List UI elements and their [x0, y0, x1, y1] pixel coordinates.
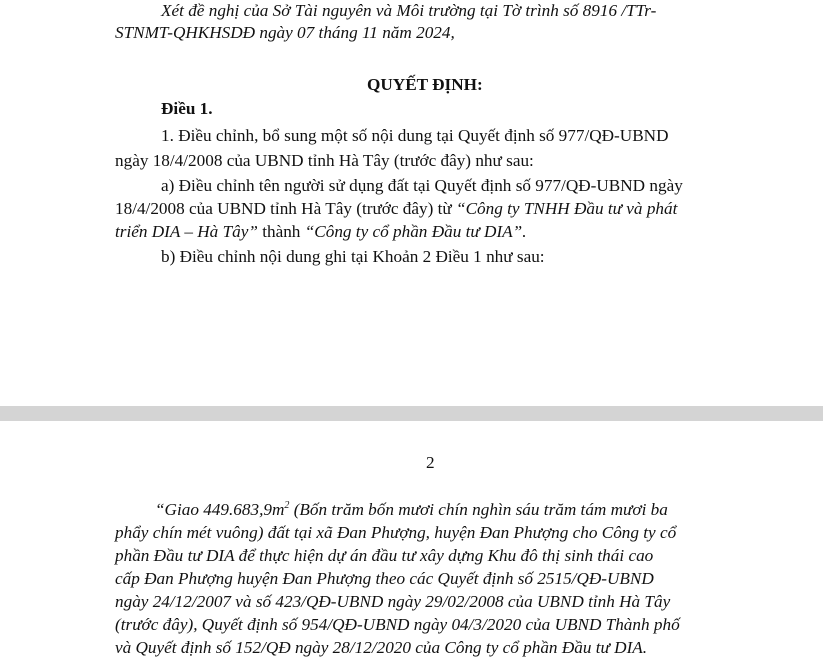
quote-line-7: và Quyết định số 152/QĐ ngày 28/12/2020 của Công ty cổ phần Đầu tư DIA. [115, 638, 648, 657]
quote-line-2: phẩy chín mét vuông) đất tại xã Đan Phượng, huyện Đan Phượng cho Công ty cổ [115, 523, 677, 542]
new-company-name: “Công ty cổ phần Đầu tư DIA”. [304, 222, 527, 241]
article-1-heading: Điều 1. [161, 99, 213, 118]
clause-a-line-3 [115, 222, 527, 242]
document-page-2 [0, 421, 823, 659]
quote-line-5: ngày 24/12/2007 và số 423/QĐ-UBND ngày 29/02/2008 của UBND tỉnh Hà Tây [115, 592, 671, 611]
old-company-name-part-2: triển DIA – Hà Tây” [115, 222, 258, 241]
clause-1-line-1: 1. Điều chỉnh, bổ sung một số nội dung tại Quyết định số 977/QĐ-UBND [161, 126, 669, 145]
clause-a-line-2 [115, 199, 677, 219]
old-company-name-part-1: “Công ty TNHH Đầu tư và phát [456, 199, 678, 218]
quote-line-1-area: “Giao 449.683,9m [155, 500, 285, 519]
preamble-line-1: Xét đề nghị của Sở Tài nguyên và Môi trường tại Tờ trình số 8916 /TTr- [161, 1, 657, 20]
clause-b-line-1: b) Điều chỉnh nội dung ghi tại Khoản 2 Điều 1 như sau: [161, 247, 545, 266]
quote-line-3: phần Đầu tư DIA để thực hiện dự án đầu tư xây dựng Khu đô thị sinh thái cao [115, 546, 654, 565]
clause-a-line-2-text: 18/4/2008 của UBND tỉnh Hà Tây (trước đây) từ [115, 199, 457, 218]
preamble-line-2: STNMT-QHKHSDĐ ngày 07 tháng 11 năm 2024, [115, 23, 455, 42]
quote-line-1-rest: (Bốn trăm bốn mươi chín nghìn sáu trăm tám mươi ba [289, 500, 668, 519]
square-meter-superscript: 2 [284, 500, 290, 511]
clause-a-line-3-text: thành [257, 222, 305, 241]
quote-line-6: (trước đây), Quyết định số 954/QĐ-UBND ngày 04/3/2020 của UBND Thành phố [115, 615, 680, 634]
clause-a-line-1: a) Điều chỉnh tên người sử dụng đất tại Quyết định số 977/QĐ-UBND ngày [161, 176, 683, 195]
clause-1-line-2: ngày 18/4/2008 của UBND tỉnh Hà Tây (trước đây) như sau: [115, 151, 534, 170]
decision-heading: QUYẾT ĐỊNH: [367, 75, 483, 94]
quote-line-4: cấp Đan Phượng huyện Đan Phượng theo các Quyết định số 2515/QĐ-UBND [115, 569, 654, 588]
quote-line-1 [155, 500, 668, 520]
page-number: 2 [426, 453, 435, 472]
